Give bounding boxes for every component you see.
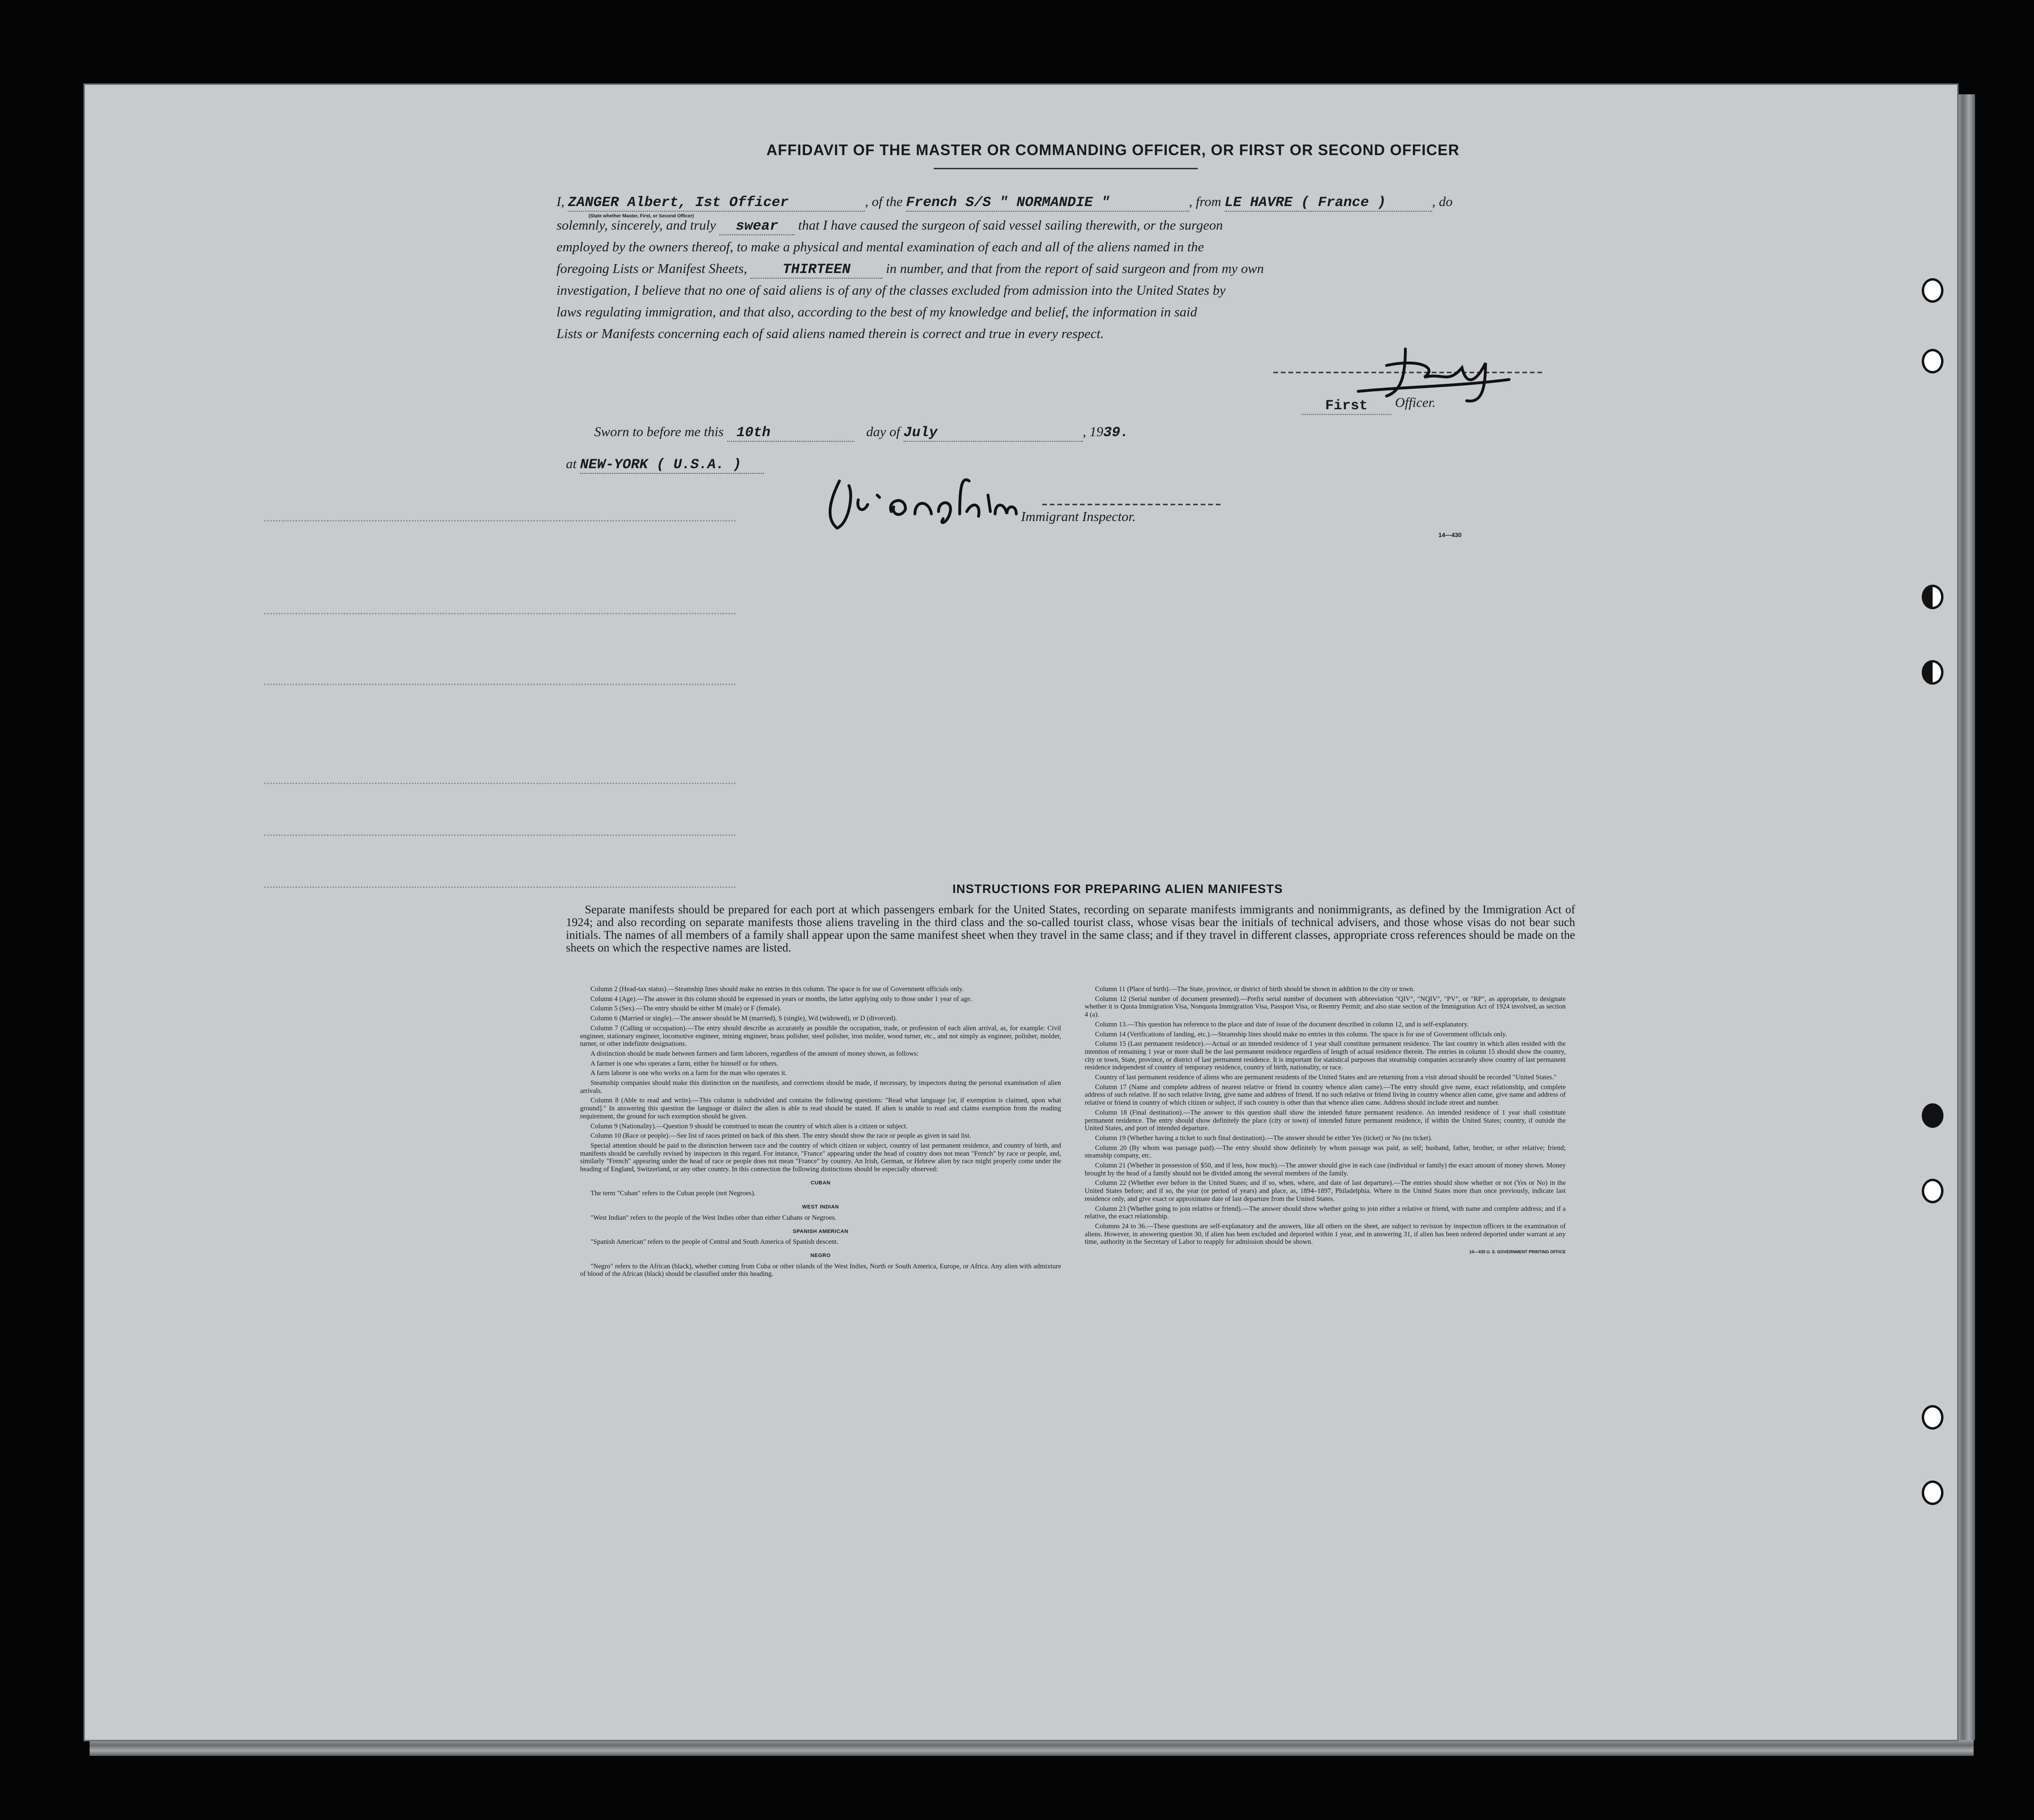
instruction-paragraph: Column 13.—This question has reference to the place and date of issue of the document described in column 12, and is self-explanatory. <box>1095 1020 1469 1028</box>
instruction-paragraph: Column 7 (Calling or occupation).—The entry should describe as accurately as possible the occupation, trade, or profession of each alien arrival, as, for example: Civil engineer, stationary engineer, locomotive engineer, mining engineer, brass polisher, steel polisher, iron molder, wood turner, etc., and not simply as engineer, polisher, molder, turner, or other indefinite designations. <box>580 1024 1061 1048</box>
instructions-intro: Separate manifests should be prepared for each port at which passengers embark for the United States, recording on separate manifests immigrants and nonimmigrants, as defined by the Immigration Act of 1924; and also recording on separate manifests those aliens traveling in the third class and the so-called tourist class, whose visas bear the initials of technical advisers, and those whose visas do not bear such initials. The names of all members of a family shall appear upon the same manifest sheet when they travel in the same class; and if they travel in different classes, appropriate cross references should be made on the sheets on which the respective names are listed. <box>566 903 1575 954</box>
title-rule <box>934 168 1198 169</box>
bleed-through-line <box>264 835 736 836</box>
affidavit-line-5: investigation, I believe that no one of said aliens is of any of the classes excluded from admission into the United States by <box>556 283 1226 298</box>
instruction-paragraph: Column 17 (Name and complete address of nearest relative or friend in country whence alien came).—The entry should give name, exact relationship, and complete address of such relative. If no such relative living, give name and address of friend. If no such relative or friend living in country whence alien came, give name and address of relative or friend in country of which citizen or subject, if such country is other than that whence alien came. Address should include street and number. <box>1085 1083 1566 1107</box>
signer-rank: First <box>1302 398 1391 415</box>
line4-start: foregoing Lists or Manifest Sheets, <box>556 261 747 276</box>
instruction-paragraph: Column 9 (Nationality).—Question 9 should be construed to mean the country of which alien is a citizen or subject. <box>590 1122 908 1130</box>
spanish-american-heading: SPANISH AMERICAN <box>792 1228 848 1234</box>
binder-hole <box>1922 1481 1943 1505</box>
instruction-paragraph: Column 4 (Age).—The answer in this column should be expressed in years or months, the latter applying only to those under 1 year of age. <box>590 995 972 1003</box>
year-suffix: 39. <box>1103 425 1129 441</box>
sworn-line <box>594 424 1129 442</box>
instruction-paragraph: Columns 24 to 36.—These questions are self-explanatory and the answers, like all others on the sheet, are subject to revision by inspection officers in the examination of aliens. However, in answering question 30, if alien has been excluded and deported within 1 year, and in answering 31, if alien has been ordered deported under warrant at any time, authority in the Secretary of Labor to reapply for admission should be shown. <box>1085 1222 1566 1246</box>
of-the-label: , of the <box>865 194 903 209</box>
affidavit-title: AFFIDAVIT OF THE MASTER OR COMMANDING OFFICER, OR FIRST OR SECOND OFFICER <box>766 141 1460 158</box>
bleed-through-line <box>264 613 736 614</box>
vessel-field: French S/S " NORMANDIE " <box>906 195 1189 212</box>
instruction-paragraph: Column 6 (Married or single).—The answer should be M (married), S (single), Wd (widowed), or D (divorced). <box>590 1015 897 1023</box>
binder-hole <box>1922 349 1943 373</box>
instruction-paragraph: A distinction should be made between farmers and farm laborers, regardless of the amount of money shown, as follows: <box>590 1050 919 1058</box>
page-stack-right-edge <box>1957 94 1975 1740</box>
instruction-paragraph: Column 10 (Race or people).—See list of races printed on back of this sheet. The entry should show the race or people as given in said list. <box>590 1132 971 1140</box>
instructions-right-column <box>1085 985 1566 1256</box>
instruction-paragraph: Column 8 (Able to read and write).—This column is subdivided and contains the following questions: "Read what language [or, if exemption is claimed, upon what ground]." In answering this question the language or dialect the alien is able to read should be stated. If alien is unable to read and claims exemption from the reading requirement, the ground for such exemption should be given. <box>580 1097 1061 1120</box>
instruction-paragraph: Special attention should be paid to the distinction between race and the country of which citizen or subject, country of last permanent residence, and country of birth, and manifests should be carefully revised by inspectors in this regard. For instance, "France" appearing under the head of country does not mean "French" by race or people, and, similarly "French" appearing under the head of race or people does not mean "France" by country. An Irish, German, or Hebrew alien by race might properly come under the heading of England, Switzerland, or any other country. In this connection the following distinctions should be especially observed: <box>580 1142 1061 1174</box>
instructions-title: INSTRUCTIONS FOR PREPARING ALIEN MANIFESTS <box>952 882 1283 896</box>
negro-heading: NEGRO <box>810 1252 831 1258</box>
opening-word: I, <box>556 194 565 209</box>
instruction-paragraph: Column 15 (Last permanent residence).—Actual or an intended residence of 1 year shall constitute permanent residence. The last country in which alien resided with the intention of remaining 1 year or more shall be the last permanent residence regardless of length of actual residence therein. The entries in column 15 should show the country, city or town, State, province, or district of last permanent residence. It is important for statistical purposes that steamship companies accurately show country of last permanent residence independent of country of temporary residence, country of birth, nationality, or race. <box>1085 1040 1566 1072</box>
instruction-paragraph: Column 18 (Final destination).—The answer to this question shall show the intended future permanent residence. An intended residence of 1 year shall constitute permanent residence. The entry should show definitely the place (city or town) of intended future permanent residence, if within the United States; country, if outside the United States, and port of intended departure. <box>1085 1109 1566 1133</box>
binder-hole <box>1922 278 1943 303</box>
sheet-count-field: THIRTEEN <box>750 262 882 279</box>
line4-rest: in number, and that from the report of said surgeon and from my own <box>886 261 1264 276</box>
form-number: 14—430 <box>1438 531 1462 538</box>
bleed-through-line <box>264 520 736 521</box>
cuban-heading: CUBAN <box>810 1180 831 1186</box>
officer-label: Officer. <box>1395 395 1436 410</box>
binder-hole <box>1922 1405 1943 1430</box>
binder-hole <box>1922 1103 1943 1128</box>
left-column-paragraphs <box>580 985 1061 1174</box>
affidavit-line-3: employed by the owners thereof, to make a physical and mental examination of each and all of the aliens named in the <box>556 240 1204 255</box>
affidavit-line-7: Lists or Manifests concerning each of said aliens named therein is correct and true in every respect. <box>556 326 1104 341</box>
binder-hole <box>1922 1179 1943 1203</box>
sworn-label: Sworn to before me this <box>594 424 724 439</box>
inspector-signature <box>797 467 1259 538</box>
do-label: , do <box>1432 194 1453 209</box>
cuban-text: The term "Cuban" refers to the Cuban people (not Negroes). <box>590 1190 756 1198</box>
instruction-paragraph: A farm laborer is one who works on a farm for the man who operates it. <box>590 1069 787 1077</box>
inspector-label: Immigrant Inspector. <box>1021 509 1136 524</box>
instructions-left-column <box>580 985 1061 1280</box>
sworn-day-field: 10th <box>727 425 855 442</box>
spanish-american-text: "Spanish American" refers to the people of Central and South America of Spanish descent. <box>590 1238 839 1246</box>
year-prefix: , 19 <box>1082 424 1104 439</box>
instruction-paragraph: Steamship companies should make this distinction on the manifests, and corrections should be made, if necessary, by inspectors during the personal examination of alien arrivals. <box>580 1079 1061 1095</box>
solemnly-text: solemnly, sincerely, and truly <box>556 218 716 233</box>
instruction-paragraph: Column 19 (Whether having a ticket to such final destination).—The answer should be either Yes (ticket) or No (no ticket). <box>1095 1134 1433 1142</box>
instruction-paragraph: Column 14 (Verifications of landing, etc.).—Steamship lines should make no entries in this column. The space is for use of Government officials only. <box>1095 1030 1507 1038</box>
line2-text: that I have caused the surgeon of said vessel sailing therewith, or the surgeon <box>798 218 1223 233</box>
instruction-paragraph: A farmer is one who operates a farm, either for himself or for others. <box>590 1059 779 1067</box>
west-indian-text: "West Indian" refers to the people of the West Indies other than either Cubans or Negroes. <box>590 1214 837 1222</box>
right-column-paragraphs <box>1085 985 1566 1246</box>
instruction-paragraph: Column 2 (Head-tax status).—Steamship lines should make no entries in this column. The space is for use of Government officials only. <box>590 985 964 993</box>
at-label: at <box>566 456 577 472</box>
from-label: , from <box>1189 194 1221 209</box>
manifest-page <box>85 85 1957 1740</box>
location-field: NEW-YORK ( U.S.A. ) <box>580 457 764 474</box>
instruction-paragraph: Column 20 (By whom was passage paid).—The entry should show definitely by whom passage was paid, as self; husband, father, brother, or other relative; friend; steamship company, etc. <box>1085 1144 1566 1160</box>
location-line <box>566 456 764 474</box>
negro-text: "Negro" refers to the African (black), whether coming from Cuba or other islands of the West Indies, North or South America, Europe, or Africa. Any alien with admixture of blood of the African (black) should be classified under this heading. <box>580 1262 1061 1278</box>
oath-field: swear <box>719 218 795 235</box>
day-of-label: day of <box>866 424 900 439</box>
instruction-paragraph: Column 23 (Whether going to join relative or friend).—The answer should show whether going to join either a relative or friend, with name and complete address; and if a relative, the exact relationship. <box>1085 1205 1566 1221</box>
officer-name-field: ZANGER Albert, Ist Officer <box>568 195 865 212</box>
binder-hole <box>1922 660 1943 685</box>
instruction-paragraph: Country of last permanent residence of aliens who are permanent residents of the United States and are returning from a visit abroad should be recorded "United States." <box>1095 1074 1557 1082</box>
instruction-paragraph: Column 12 (Serial number of document presented).—Prefix serial number of document with abbreviation "QIV", "NQIV", "PV", or "RP", as appropriate, to designate whether it is Quota Immigration Visa, Nonquota Immigration Visa, Passport Visa, or Reentry Permit; and also state section of the Immigration Act of 1924 involved, as section 4 (a). <box>1085 995 1566 1019</box>
instruction-paragraph: Column 21 (Whether in possession of $50, and if less, how much).—The answer should give in each case (individual or family) the exact amount of money shown. Money brought by the head of a family should not be divided among the several members of the family. <box>1085 1162 1566 1177</box>
affidavit-line-6: laws regulating immigration, and that also, according to the best of my knowledge and belief, the information in said <box>556 305 1197 320</box>
binder-hole <box>1922 585 1943 609</box>
affidavit-line-2 <box>556 218 1594 235</box>
page-stack-bottom-edge <box>90 1740 1974 1756</box>
port-field: LE HAVRE ( France ) <box>1225 195 1432 212</box>
printer-note: 14—430 U. S. GOVERNMENT PRINTING OFFICE <box>1469 1249 1566 1255</box>
state-note: (State whether Master, First, or Second Officer) <box>589 214 694 219</box>
affidavit-line-4 <box>556 261 1264 279</box>
bleed-through-line <box>264 783 736 784</box>
instruction-paragraph: Column 5 (Sex).—The entry should be either M (male) or F (female). <box>590 1005 781 1013</box>
bleed-through-line <box>264 684 736 685</box>
sworn-month-field: July <box>904 425 1083 442</box>
instruction-paragraph: Column 22 (Whether ever before in the United States; and if so, when, where, and date of last departure).—The entries should show whether or not (Yes or No) in the United States before; and if so, the year (or period of years) and place, as, 1894–1897, Philadelphia. Where in the United States more than once previously, indicate last residence only, and give exact or approximate date of last departure from the United States. <box>1085 1179 1566 1203</box>
instruction-paragraph: Column 11 (Place of birth).—The State, province, or district of birth should be shown in addition to the city or town. <box>1095 985 1415 993</box>
west-indian-heading: WEST INDIAN <box>802 1204 839 1210</box>
affidavit-line-1 <box>556 194 1594 212</box>
